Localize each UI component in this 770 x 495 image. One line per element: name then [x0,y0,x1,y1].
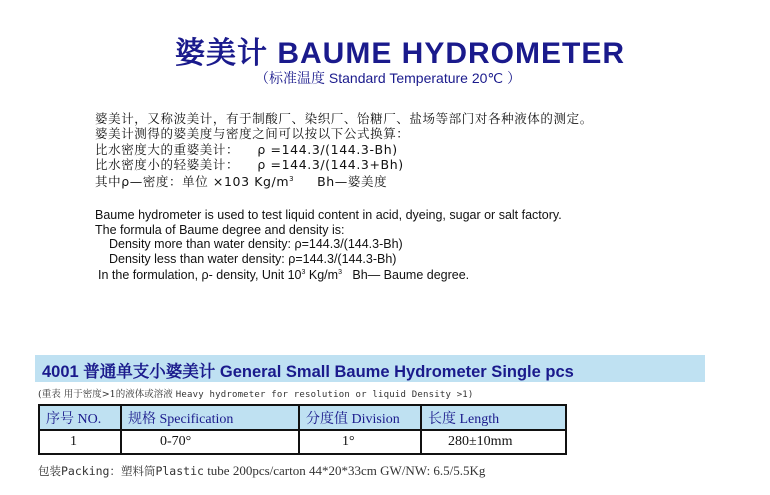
cn-line-5-prefix: 其中ρ—密度：单位 ×103 Kg/m [95,174,290,190]
product-note-cn: (重表 用于密度>1的液体或溶液 [38,389,176,400]
product-heading: 4001 普通单支小婆美计 General Small Baume Hydrometer Single pcs [42,363,574,381]
en-line-1: Baume hydrometer is used to test liquid content in acid, dyeing, sugar or salt factory. [95,208,562,222]
packing-suffix: tube 200pcs/carton 44*20*33cm GW/NW: 6.5/5.5Kg [203,463,486,478]
en-line-5-sup1: 3 [301,269,306,277]
table-row [39,430,566,454]
cn-line-2: 婆美计测得的婆美度与密度之间可以按以下公式换算： [95,126,410,142]
col-header-no: 序号 NO. [39,405,121,430]
col-header-length: 长度 Length [421,405,566,430]
cn-line-3-formula: ρ =144.3/(144.3-Bh) [257,141,398,157]
description-chinese [95,111,755,190]
cell-specification: 0-70° [121,430,299,454]
col-header-specification: 规格 Specification [121,405,299,430]
product-heading-band [35,355,705,382]
cn-line-5-sup: 3 [289,175,295,184]
cn-line-1: 婆美计，又称波美计，有于制酸厂、染织厂、饴糖厂、盐场等部门对各种液体的测定。 [95,111,593,126]
description-english [95,208,755,283]
cell-length: 280±10mm [421,430,566,454]
en-line-5 [98,266,755,283]
page-title: 婆美计 BAUME HYDROMETER [175,37,626,70]
cn-line-4 [95,157,755,172]
spec-table [38,404,567,455]
page-subtitle: （标准温度 Standard Temperature 20℃ ） [255,70,522,86]
cn-line-3 [95,142,755,157]
packing-prefix: 包装Packing：塑料筒Plastic [38,464,204,478]
en-line-5-sup2: 3 [338,269,342,277]
en-line-5-b: Kg/m [305,268,339,283]
cell-no: 1 [39,430,121,454]
cn-line-3-label: 比水密度大的重婆美计： [95,141,240,157]
en-line-4: Density less than water density: ρ=144.3/(144.3-Bh) [109,251,397,266]
cell-division: 1° [299,430,421,454]
col-header-division: 分度值 Division [299,405,421,430]
en-line-2: The formula of Baume degree and density is: [95,222,345,237]
product-note-en: Heavy hydrometer for resolution or liquid Density >1) [175,390,474,400]
en-line-5-c: Bh— Baume degree. [352,268,470,283]
cn-line-5-suffix: Bh—婆美度 [317,174,388,190]
en-line-3: Density more than water density: ρ=144.3/(144.3-Bh) [109,237,403,252]
cn-line-4-formula: ρ =144.3/(144.3+Bh) [257,156,404,172]
spec-table-header [39,405,566,430]
en-line-5-a: In the formulation, ρ- density, Unit 10 [98,268,302,283]
cn-line-4-label: 比水密度小的轻婆美计： [95,156,240,172]
cn-line-5 [95,172,755,189]
product-note [38,386,474,400]
packing-info [38,463,485,479]
